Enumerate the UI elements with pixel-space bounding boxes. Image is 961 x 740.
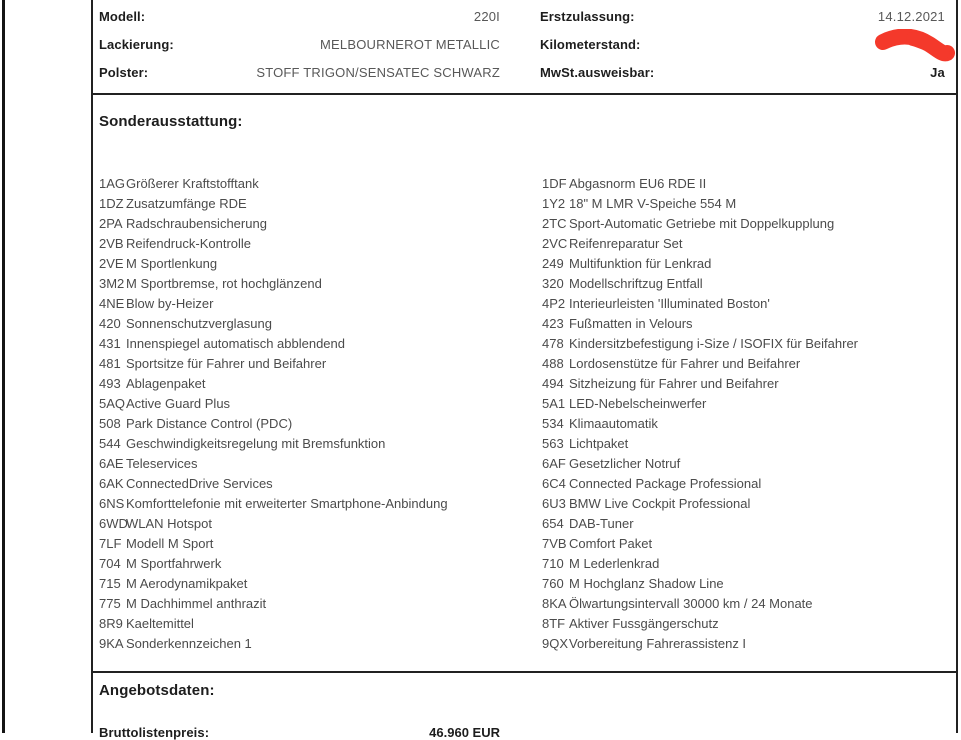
option-code: 544 [99, 436, 121, 451]
option-code: 493 [99, 376, 121, 391]
option-item [99, 616, 448, 636]
offer-data-section [93, 673, 956, 740]
option-item [542, 536, 858, 556]
model-value: 220I [473, 9, 500, 24]
option-code: 8KA [542, 596, 567, 611]
option-text: Größerer Kraftstofftank [126, 176, 259, 191]
option-text: Ölwartungsintervall 30000 km / 24 Monate [569, 596, 813, 611]
option-text: Komforttelefonie mit erweiterter Smartphone-Anbindung [126, 496, 448, 511]
option-text: M Sportbremse, rot hochglänzend [126, 276, 322, 291]
option-item [99, 436, 448, 456]
option-text: M Hochglanz Shadow Line [569, 576, 724, 591]
option-item [542, 316, 858, 336]
paint-value: MELBOURNEROT METALLIC [320, 37, 500, 52]
option-text: Innenspiegel automatisch abblendend [126, 336, 346, 351]
option-code: 2VB [99, 236, 124, 251]
vat-label: MwSt.ausweisbar: [540, 65, 655, 80]
option-text: WLAN Hotspot [126, 516, 212, 531]
option-text: Park Distance Control (PDC) [126, 416, 293, 431]
option-item [99, 416, 448, 436]
option-text: M Sportfahrwerk [126, 556, 222, 571]
special-equipment-title: Sonderausstattung: [99, 113, 243, 130]
option-item [542, 476, 858, 496]
option-code: 6AK [99, 476, 124, 491]
option-item [99, 636, 448, 656]
first-registration-label: Erstzulassung: [540, 9, 635, 24]
option-item [542, 276, 858, 296]
option-text: ConnectedDrive Services [126, 476, 273, 491]
option-item [99, 196, 448, 216]
option-code: 320 [542, 276, 564, 291]
option-item [99, 516, 448, 536]
header-row-model [99, 9, 945, 37]
option-code: 563 [542, 436, 564, 451]
option-item [542, 456, 858, 476]
option-code: 710 [542, 556, 564, 571]
option-code: 2VC [542, 236, 568, 251]
option-text: Sport-Automatic Getriebe mit Doppelkupplung [569, 216, 835, 231]
option-code: 478 [542, 336, 564, 351]
option-item [542, 616, 858, 636]
option-text: Zusatzumfänge RDE [126, 196, 247, 211]
option-code: 7VB [542, 536, 567, 551]
option-text: M Sportlenkung [126, 256, 218, 271]
option-text: Lordosenstütze für Fahrer und Beifahrer [569, 356, 801, 371]
option-item [542, 376, 858, 396]
option-code: 7LF [99, 536, 122, 551]
option-item [542, 216, 858, 236]
option-code: 6NS [99, 496, 125, 511]
option-code: 1DZ [99, 196, 124, 211]
option-text: Radschraubensicherung [126, 216, 267, 231]
option-item [99, 456, 448, 476]
option-item [99, 216, 448, 236]
header-row-upholstery [99, 65, 945, 93]
option-text: LED-Nebelscheinwerfer [569, 396, 707, 411]
option-item [99, 376, 448, 396]
option-item [542, 436, 858, 456]
option-item [542, 636, 858, 656]
option-code: 6U3 [542, 496, 566, 511]
option-text: Teleservices [126, 456, 198, 471]
option-text: Reifendruck-Kontrolle [126, 236, 252, 251]
upholstery-value: STOFF TRIGON/SENSATEC SCHWARZ [256, 65, 500, 80]
option-code: 4NE [99, 296, 125, 311]
option-code: 8TF [542, 616, 566, 631]
option-item [542, 256, 858, 276]
vat-value: Ja [930, 65, 945, 80]
vehicle-data-section [93, 0, 956, 95]
option-text: Sonnenschutzverglasung [126, 316, 272, 331]
option-text: Gesetzlicher Notruf [569, 456, 681, 471]
option-code: 9KA [99, 636, 124, 651]
option-item [99, 276, 448, 296]
option-code: 1DF [542, 176, 567, 191]
option-item [542, 496, 858, 516]
option-item [542, 236, 858, 256]
option-text: Lichtpaket [569, 436, 629, 451]
option-code: 488 [542, 356, 564, 371]
option-item [99, 476, 448, 496]
option-code: 2PA [99, 216, 123, 231]
option-item [542, 396, 858, 416]
option-text: Comfort Paket [569, 536, 653, 551]
option-text: M Dachhimmel anthrazit [126, 596, 267, 611]
options-column-left [99, 176, 448, 656]
option-item [99, 296, 448, 316]
option-item [99, 396, 448, 416]
option-code: 431 [99, 336, 121, 351]
option-code: 9QX [542, 636, 569, 651]
option-item [542, 196, 858, 216]
option-text: Sportsitze für Fahrer und Beifahrer [126, 356, 327, 371]
offer-data-title: Angebotsdaten: [99, 682, 215, 699]
paint-label: Lackierung: [99, 37, 174, 52]
option-text: Modellschriftzug Entfall [569, 276, 703, 291]
header-row-paint [99, 37, 945, 65]
option-code: 1Y2 [542, 196, 566, 211]
option-text: Aktiver Fussgängerschutz [569, 616, 719, 631]
option-code: 654 [542, 516, 564, 531]
option-item [542, 336, 858, 356]
option-text: Connected Package Professional [569, 476, 762, 491]
option-code: 6AE [99, 456, 124, 471]
option-item [542, 576, 858, 596]
option-item [542, 356, 858, 376]
option-code: 249 [542, 256, 564, 271]
option-text: Interieurleisten 'Illuminated Boston' [569, 296, 770, 311]
option-text: Sitzheizung für Fahrer und Beifahrer [569, 376, 779, 391]
first-registration-value: 14.12.2021 [877, 9, 945, 24]
option-code: 534 [542, 416, 564, 431]
document-page [91, 0, 958, 740]
option-item [99, 236, 448, 256]
option-item [99, 536, 448, 556]
option-code: 775 [99, 596, 121, 611]
option-text: Reifenreparatur Set [569, 236, 683, 251]
gross-list-price-value: 46.960 EUR [429, 725, 500, 740]
option-text: Blow by-Heizer [126, 296, 214, 311]
option-item [542, 596, 858, 616]
page-edge-line [2, 0, 5, 733]
option-code: 6C4 [542, 476, 566, 491]
option-code: 6WD [99, 516, 128, 531]
gross-list-price-label: Bruttolistenpreis: [99, 725, 210, 740]
option-code: 5A1 [542, 396, 566, 411]
option-code: 494 [542, 376, 564, 391]
option-item [542, 516, 858, 536]
option-item [99, 336, 448, 356]
option-text: Multifunktion für Lenkrad [569, 256, 712, 271]
option-code: 481 [99, 356, 121, 371]
option-text: Klimaautomatik [569, 416, 658, 431]
option-item [542, 296, 858, 316]
option-text: Modell M Sport [126, 536, 214, 551]
option-item [99, 596, 448, 616]
option-code: 760 [542, 576, 564, 591]
option-code: 5AQ [99, 396, 126, 411]
option-code: 704 [99, 556, 121, 571]
option-text: BMW Live Cockpit Professional [569, 496, 751, 511]
option-text: DAB-Tuner [569, 516, 634, 531]
option-code: 423 [542, 316, 564, 331]
option-code: 715 [99, 576, 121, 591]
option-code: 6AF [542, 456, 566, 471]
option-text: Vorbereitung Fahrerassistenz I [569, 636, 747, 651]
option-code: 1AG [99, 176, 126, 191]
option-item [99, 356, 448, 376]
option-text: 18" M LMR V-Speiche 554 M [569, 196, 737, 211]
option-text: M Lederlenkrad [569, 556, 660, 571]
option-item [99, 256, 448, 276]
option-code: 4P2 [542, 296, 566, 311]
option-text: M Aerodynamikpaket [126, 576, 248, 591]
option-text: Sonderkennzeichen 1 [126, 636, 252, 651]
option-text: Fußmatten in Velours [569, 316, 693, 331]
option-code: 8R9 [99, 616, 123, 631]
option-item [99, 316, 448, 336]
option-item [542, 416, 858, 436]
option-code: 3M2 [99, 276, 125, 291]
special-equipment-section [93, 113, 956, 673]
model-label: Modell: [99, 9, 146, 24]
option-code: 420 [99, 316, 121, 331]
option-code: 2VE [99, 256, 124, 271]
option-item [99, 556, 448, 576]
mileage-label: Kilometerstand: [540, 37, 641, 52]
option-text: Abgasnorm EU6 RDE II [569, 176, 707, 191]
option-item [542, 176, 858, 196]
option-text: Kaeltemittel [126, 616, 194, 631]
option-item [99, 496, 448, 516]
option-item [99, 176, 448, 196]
upholstery-label: Polster: [99, 65, 149, 80]
option-text: Kindersitzbefestigung i-Size / ISOFIX für Beifahrer [569, 336, 859, 351]
option-text: Ablagenpaket [126, 376, 206, 391]
option-item [542, 556, 858, 576]
option-code: 508 [99, 416, 121, 431]
option-text: Geschwindigkeitsregelung mit Bremsfunktion [126, 436, 386, 451]
option-code: 2TC [542, 216, 567, 231]
option-text: Active Guard Plus [126, 396, 231, 411]
option-item [99, 576, 448, 596]
options-column-right [542, 176, 858, 656]
